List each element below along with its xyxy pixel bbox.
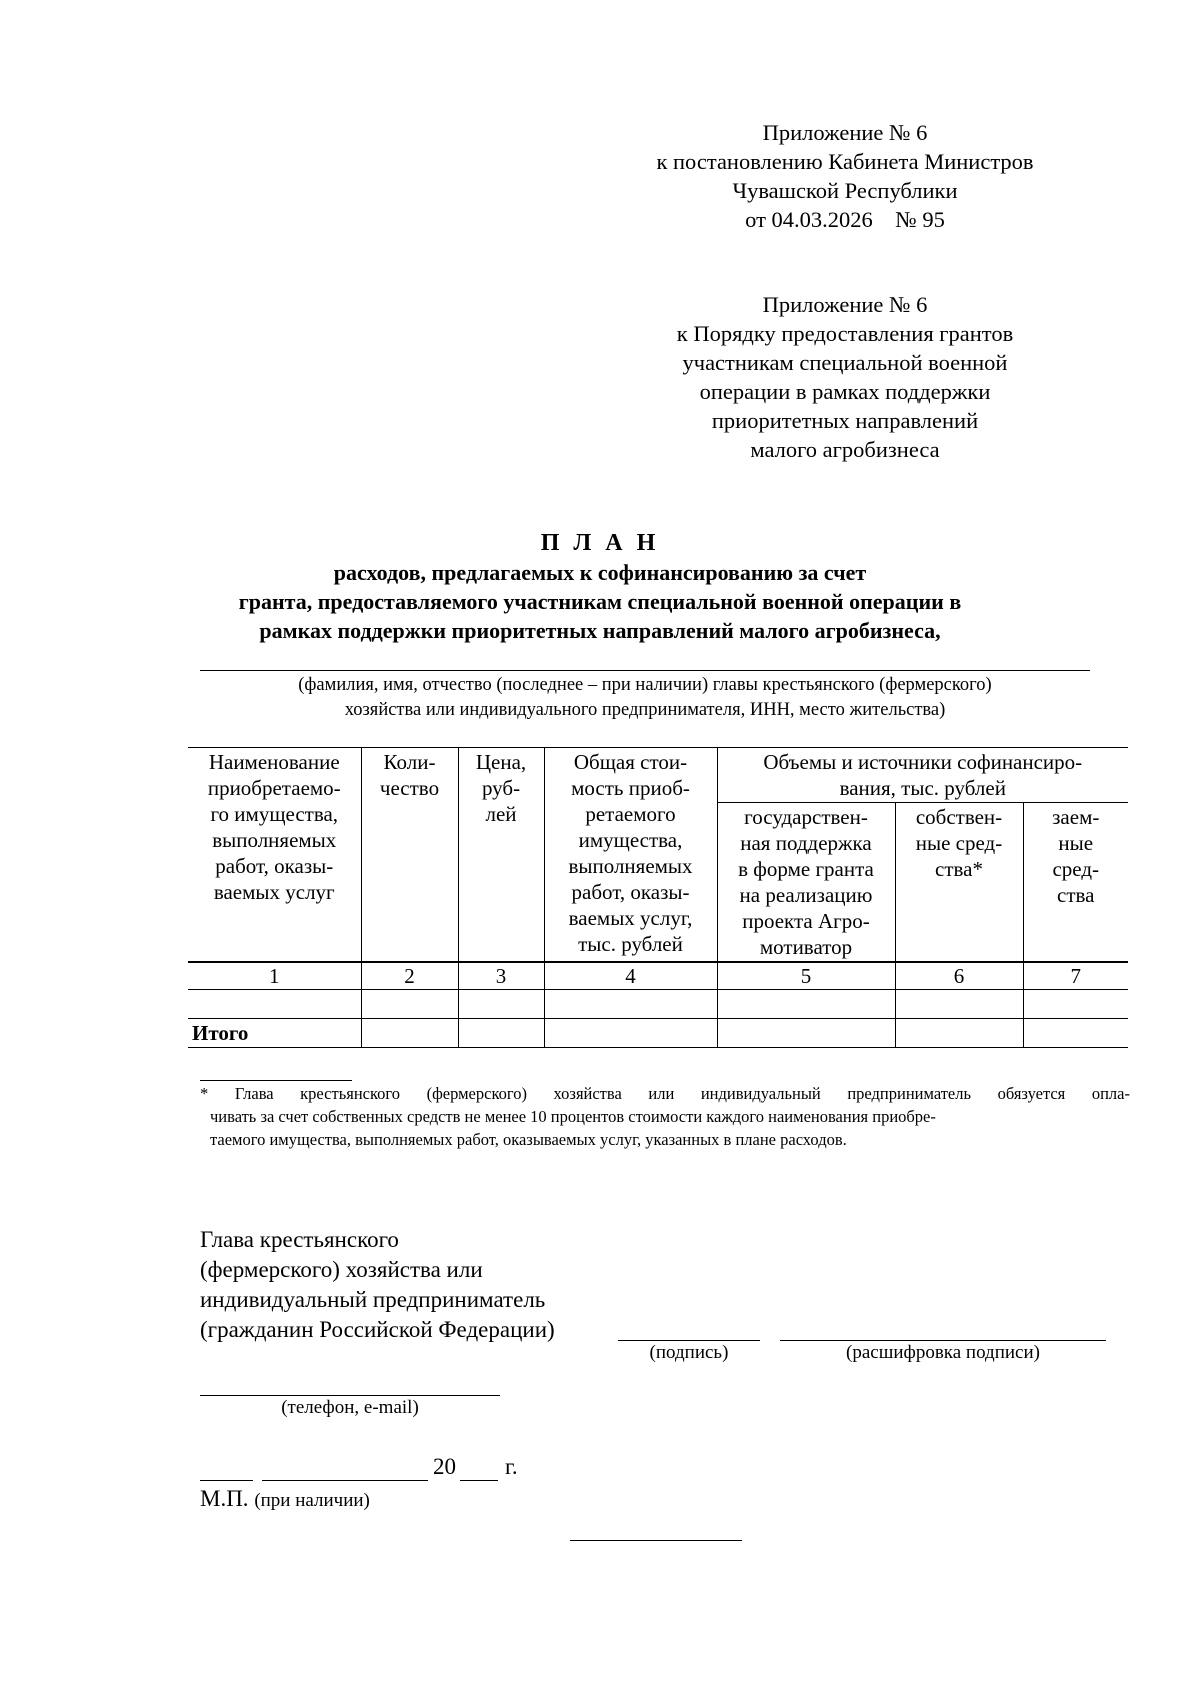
seal-abbreviation: М.П. [200,1486,249,1511]
signature-decoding-line[interactable] [780,1340,1106,1341]
total-label: Итого [188,1019,361,1048]
appendix-resolution-block [620,118,1070,234]
table-cell[interactable] [544,1019,717,1048]
footnote-line: чивать за счет собственных средств не менее 10 процентов стоимости каждого наименования приобре- [210,1107,936,1126]
header-name: Наименование приобретаемо- го имущества, выполняемых работ, оказы- ваемых услуг [188,748,361,963]
header-total-cost: Общая стои- мость приоб- ретаемого имущества, выполняемых работ, оказы- ваемых услуг, тыс. рублей [544,748,717,963]
header-sources-group: Объемы и источники софинансиро- вания, тыс. рублей [717,748,1128,803]
column-number: 1 [188,962,361,990]
date-month-line[interactable] [262,1480,428,1481]
appendix-resolution-line: Приложение № 6 [762,120,928,145]
table-cell[interactable] [1023,1019,1128,1048]
table-cell[interactable] [544,990,717,1019]
date-year-line[interactable] [460,1480,498,1481]
column-number: 5 [717,962,895,990]
appendix-order-line: приоритетных направлений [711,408,979,433]
table-cell[interactable] [717,1019,895,1048]
seal-note: (при наличии) [254,1490,370,1511]
signature-line[interactable] [618,1340,760,1341]
table-cell[interactable] [458,990,544,1019]
expense-plan-table [188,747,1128,1048]
signatory-line: индивидуальный предприниматель [200,1287,546,1312]
column-number: 6 [895,962,1023,990]
table-row [188,990,1128,1019]
signatory-line: Глава крестьянского [200,1227,399,1252]
appendix-order-line: к Порядку предоставления грантов [676,321,1014,346]
footnote-line: * Глава крестьянского (фермерского) хозяйства или индивидуальный предприниматель обязуется опла- [200,1084,1130,1103]
appendix-order-line: Приложение № 6 [762,292,928,317]
table-cell[interactable] [717,990,895,1019]
bottom-separator [570,1540,742,1541]
appendix-resolution-line: к постановлению Кабинета Министров [656,149,1034,174]
total-row [188,1019,1128,1048]
column-number-row [188,962,1128,990]
contact-line[interactable] [200,1395,500,1396]
table-cell[interactable] [1023,990,1128,1019]
applicant-note-line: хозяйства или индивидуального предпринимателя, ИНН, место жительства) [344,700,946,720]
contact-caption: (телефон, e-mail) [281,1397,419,1418]
document-title [150,528,1050,645]
column-number: 2 [361,962,458,990]
column-number: 4 [544,962,717,990]
seal-label [200,1486,370,1512]
table-cell[interactable] [188,990,361,1019]
column-number: 7 [1023,962,1128,990]
header-borrowed: заем- ные сред- ства [1023,803,1128,963]
signature-caption: (подпись) [649,1342,729,1363]
header-state-support: государствен- ная поддержка в форме гранта на реализацию проекта Агро- мотиватор [717,803,895,963]
column-number: 3 [458,962,544,990]
appendix-resolution-line: от 04.03.2026 № 95 [745,207,945,232]
table-header-row [188,748,1128,803]
applicant-fill-line [200,670,1090,671]
applicant-note-line: (фамилия, имя, отчество (последнее – при наличии) главы крестьянского (фермерского) [298,675,992,695]
appendix-order-line: малого агробизнеса [750,437,940,462]
date-year-suffix: г. [505,1454,518,1479]
table-cell[interactable] [895,990,1023,1019]
signatory-line: (гражданин Российской Федерации) [200,1317,555,1342]
signature-decoding-caption: (расшифровка подписи) [846,1342,1040,1363]
title-line: расходов, предлагаемых к софинансированию за счет [333,560,867,585]
footnote-separator [200,1080,352,1081]
table-cell[interactable] [361,990,458,1019]
appendix-order-line: участникам специальной военной [682,350,1008,375]
header-own-funds: собствен- ные сред- ства* [895,803,1023,963]
appendix-resolution-line: Чувашской Республики [732,178,958,203]
title-line: гранта, предоставляемого участникам специальной военной операции в [238,589,962,614]
appendix-order-line: операции в рамках поддержки [699,379,991,404]
header-price: Цена, руб- лей [458,748,544,963]
appendix-order-block [620,290,1070,464]
table-cell[interactable] [458,1019,544,1048]
table-cell[interactable] [361,1019,458,1048]
applicant-note [200,673,1090,723]
title-heading: П Л А Н [540,530,660,556]
date-year-prefix: 20 [433,1454,456,1479]
footnote [200,1082,1130,1151]
title-line: рамках поддержки приоритетных направлений малого агробизнеса, [259,618,941,643]
date-day-line[interactable] [200,1480,253,1481]
table-cell[interactable] [895,1019,1023,1048]
footnote-line: таемого имущества, выполняемых работ, оказываемых услуг, указанных в плане расходов. [210,1130,847,1149]
signatory-line: (фермерского) хозяйства или [200,1257,483,1282]
signatory-block [200,1225,555,1345]
header-quantity: Коли- чество [361,748,458,963]
